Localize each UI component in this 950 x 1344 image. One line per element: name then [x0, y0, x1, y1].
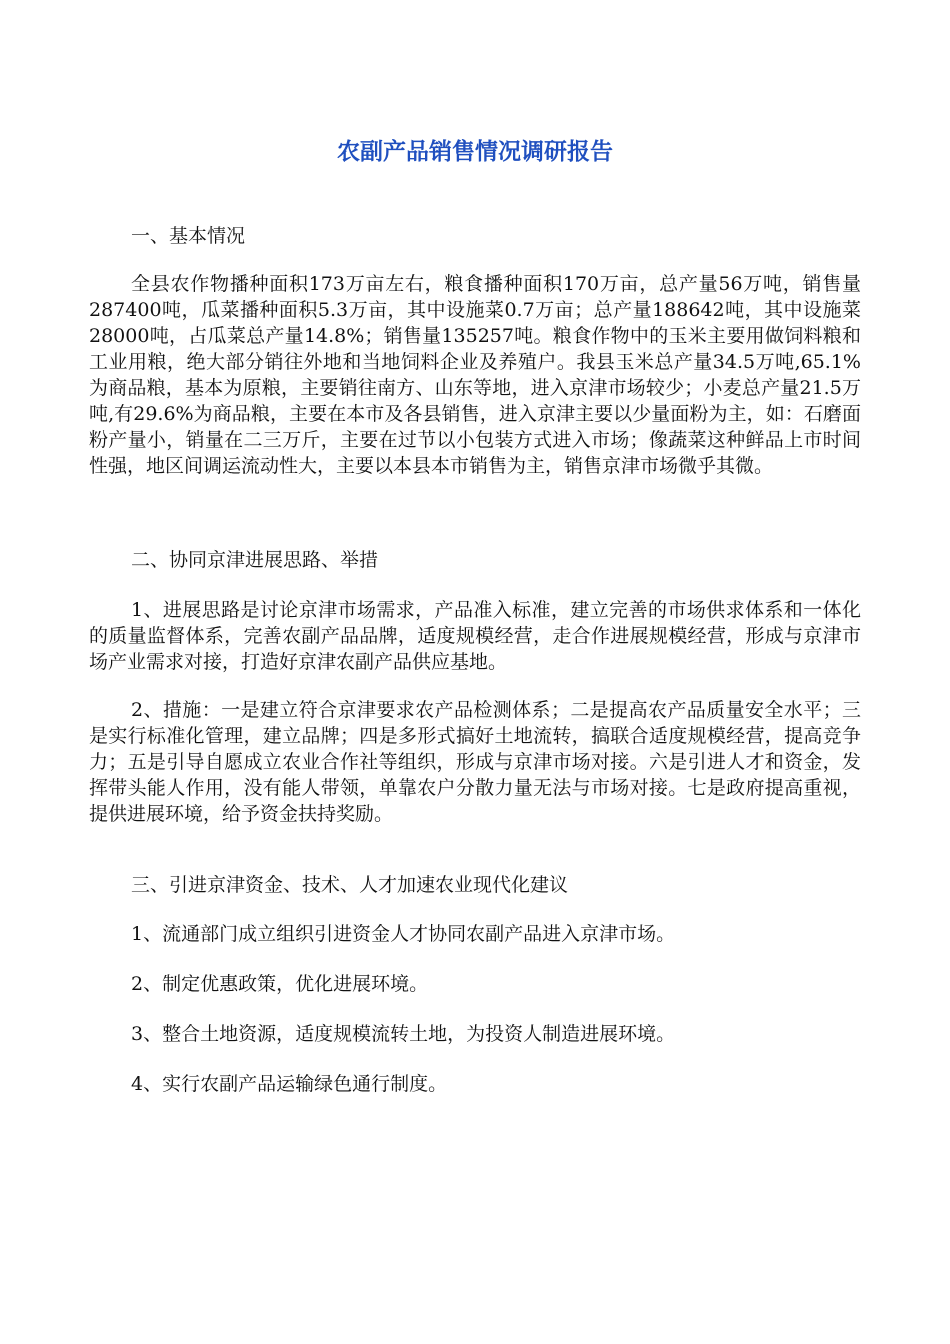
section-2-heading: 二、协同京津进展思路、举措 — [131, 549, 379, 571]
section-2-paragraph-1: 1、进展思路是讨论京津市场需求，产品准入标准，建立完善的市场供求体系和一体化的质量监督体系，完善农副产品品牌，适度规模经营，走合作进展规模经营，形成与京津市场产业需求对接，打造好京津农副产品供应基地。 — [89, 599, 861, 673]
section-3-item-1: 1、流通部门成立组织引进资金人才协同农副产品进入京津市场。 — [131, 923, 676, 945]
document-title: 农副产品销售情况调研报告 — [337, 139, 613, 165]
section-1-paragraph: 全县农作物播种面积173万亩左右，粮食播种面积170万亩，总产量56万吨，销售量287400吨，瓜菜播种面积5.3万亩，其中设施菜0.7万亩；总产量188642吨，其中设施菜28000吨，占瓜菜总产量14.8%；销售量135257吨。粮食作物中的玉米主要用做饲料粮和工业用粮，绝大部分销往外地和当地饲料企业及养殖户。我县玉米总产量34.5万吨,65.1%为商品粮，基本为原粮，主要销往南方、山东等地，进入京津市场较少；小麦总产量21.5万吨,有29.6%为商品粮，主要在本市及各县销售，进入京津主要以少量面粉为主，如：石磨面粉产量小，销量在二三万斤，主要在过节以小包装方式进入市场；像蔬菜这种鲜品上市时间性强，地区间调运流动性大，主要以本县本市销售为主，销售京津市场微乎其微。 — [89, 273, 861, 477]
section-3-item-3: 3、整合土地资源，适度规模流转土地，为投资人制造进展环境。 — [131, 1023, 676, 1045]
section-3-item-4: 4、实行农副产品运输绿色通行制度。 — [131, 1073, 448, 1095]
section-2-paragraph-2: 2、措施：一是建立符合京津要求农产品检测体系；二是提高农产品质量安全水平；三是实行标准化管理，建立品牌；四是多形式搞好土地流转，搞联合适度规模经营，提高竞争力；五是引导自愿成立农业合作社等组织，形成与京津市场对接。六是引进人才和资金，发挥带头能人作用，没有能人带领，单靠农户分散力量无法与市场对接。七是政府提高重视，提供进展环境，给予资金扶持奖励。 — [89, 699, 861, 825]
section-1-heading: 一、基本情况 — [131, 225, 246, 247]
section-3-heading: 三、引进京津资金、技术、人才加速农业现代化建议 — [131, 874, 569, 896]
section-3-item-2: 2、制定优惠政策，优化进展环境。 — [131, 973, 429, 995]
